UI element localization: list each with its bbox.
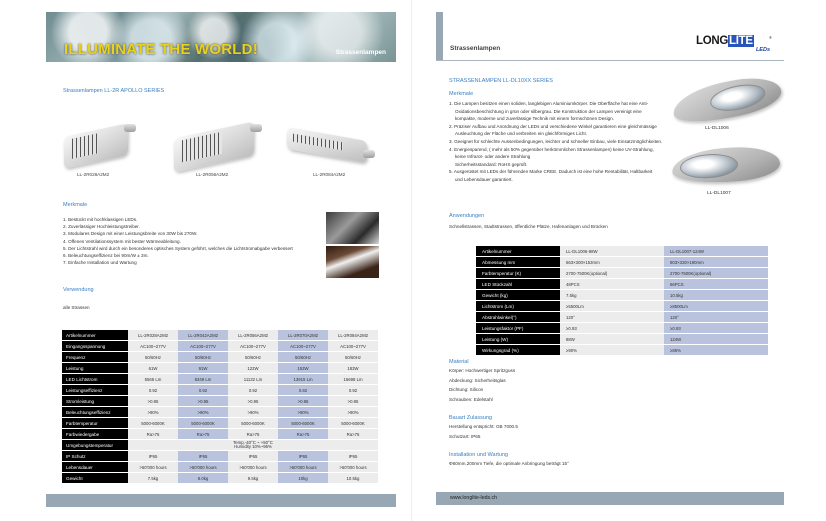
material-title: Material (449, 359, 469, 365)
cell-value: IP65 (328, 451, 378, 461)
row-label: LED Lichtstrom (62, 374, 128, 384)
cell-value: IP65 (178, 451, 228, 461)
cell-value: >90% (228, 407, 278, 417)
cell-value: >50'000 hours (278, 462, 328, 472)
table-row (476, 312, 768, 322)
feature-item: 1. Die Lampen besitzen einen soliden, langlebigen Aluminiumkörper. Die Oberfläche hat eine Anti- (449, 101, 649, 106)
header-accent (436, 12, 443, 60)
applications-title: Anwendungen (449, 213, 485, 219)
cell-value: 13915 Lm (278, 374, 328, 384)
cell-value: ≥90% (560, 345, 664, 355)
product-caption: LL-DL1007 (707, 191, 731, 196)
row-label: Leistungseffizienz (62, 385, 128, 395)
table-row (476, 246, 768, 256)
cell-value: ≥8500Lm (664, 301, 768, 311)
cell-value: >90% (328, 407, 378, 417)
cell-value: ≥0.93 (560, 323, 664, 333)
cell-value: 48PCS (560, 279, 664, 289)
series-title-right: STRASSENLAMPEN LL-DL10XX SERIES (449, 78, 553, 84)
table-row (62, 429, 378, 439)
cell-value: >90% (128, 407, 178, 417)
cell-value: 50/60Hz (128, 352, 178, 362)
logo-long: LONG (696, 35, 729, 47)
row-label: Abstrahlwinkel(°) (476, 312, 560, 322)
applications-text: Schnellstrassen, Stadtstrassen, öffentliche Plätze, Hafenanlagen und Brücken (449, 224, 608, 229)
banner-image (46, 12, 396, 62)
installation-text: Φ60mm,200mm Tiefe, die optimale Anbringung beträgt 15° (449, 461, 569, 466)
cell-value: 7.5kg (128, 473, 178, 483)
cell-value: 50/60Hz (278, 352, 328, 362)
product-image-ll-2r028 (62, 118, 142, 168)
table-row (62, 407, 378, 417)
cell-value: 9.5kg (228, 473, 278, 483)
cell-value: >0.95 (228, 396, 278, 406)
cell-value: ≥0.93 (664, 323, 768, 333)
logo-subtext: LEDs (755, 47, 770, 53)
cell-value: 5000-6000K (228, 418, 278, 428)
cell-value: 803×330×190mm (664, 257, 768, 267)
spec-table-right (476, 245, 768, 356)
model-header: LL-2R042A2M2 (178, 330, 228, 340)
cell-value: 183W (328, 363, 378, 373)
certification-line: Herstellung entspricht: GB 7000.5 (449, 424, 518, 429)
website-link[interactable]: www.longlite-leds.ch (450, 495, 497, 501)
feature-item: 3. Geeignet für schlechte Aussenbedingungen, leichter und schneller Einbau, viele Einsatzmöglichkeiten. (449, 138, 663, 144)
feature-item: 4. Energiesparend, ( mehr als 50% gegenüber herkömmlichen Strassenlampen) keine UV-Strahlung, (449, 146, 654, 152)
cell-value: >0.95 (328, 396, 378, 406)
cell-value: 663×300×153mm (560, 257, 664, 267)
spec-rows (62, 341, 378, 439)
cell-value: 50/60Hz (228, 352, 278, 362)
row-label: Wirkungsgrad (%) (476, 345, 560, 355)
model-header: LL-DL1006-88W (560, 246, 664, 256)
table-row (476, 279, 768, 289)
product-image-ll-2r056 (172, 118, 262, 168)
row-label: Lebensdauer (62, 462, 128, 472)
series-title-left: Strassenlampen LL-2R APOLLO SERIES (63, 88, 165, 94)
feature-item: 2. Präziser Aufbau und Anordnung der LEDs und verschiedene Winkel garantieren eine gleichmässige (449, 123, 657, 129)
cell-value: >0.95 (278, 396, 328, 406)
row-label: Lichtstrom (Lm) (476, 301, 560, 311)
certification-section (449, 415, 518, 441)
row-label: LED Stückzahl (476, 279, 560, 289)
spec-rows (62, 451, 378, 483)
table-row (62, 341, 378, 351)
cell-value: 0.92 (228, 385, 278, 395)
cell-value: 91W (178, 363, 228, 373)
table-row (62, 440, 378, 450)
row-label: Farbtemperatur (62, 418, 128, 428)
cell-value: AC100~277V (178, 341, 228, 351)
installation-title: Installation und Wartung (449, 452, 509, 458)
cell-value: 7.5kg (560, 290, 664, 300)
cell-value: 88W (560, 334, 664, 344)
cell-value: Ra>75 (328, 429, 378, 439)
features-list-left (63, 216, 323, 266)
table-row (476, 323, 768, 333)
model-header: LL-2R070A2M2 (278, 330, 328, 340)
feature-item: Oxidationsbeschichtung in grün oder silbergrau. Die Konstruktion der Lampen vereinigt eine (455, 108, 642, 114)
footer-bar-right (436, 492, 784, 505)
row-label: Frequenz (62, 352, 128, 362)
row-label: Eingangsspannung (62, 341, 128, 351)
cell-value: >50'000 hours (228, 462, 278, 472)
cell-value: 5000-6000K (128, 418, 178, 428)
cell-value: 10.5kg (328, 473, 378, 483)
product-caption: LL-DL1006 (705, 126, 729, 131)
cell-value: AC100~277V (328, 341, 378, 351)
model-header: LL-2R084A2M2 (328, 330, 378, 340)
cell-value: IP65 (228, 451, 278, 461)
product-caption: LL-2R028A2M2 (77, 172, 110, 177)
footer-bar-left (46, 494, 396, 507)
cell-value: 5000-6000K (328, 418, 378, 428)
cell-value: >50'000 hours (178, 462, 228, 472)
table-row (476, 301, 768, 311)
table-row (62, 374, 378, 384)
certification-title: Bauart Zulassung (449, 415, 493, 421)
detail-photo-open (326, 246, 379, 278)
detail-photos (326, 212, 379, 280)
cell-value: 120° (664, 312, 768, 322)
row-label: IP Schutz (62, 451, 128, 461)
table-row (62, 352, 378, 362)
cell-value: AC100~277V (228, 341, 278, 351)
cell-value: Ra>75 (278, 429, 328, 439)
cell-value: Ra>75 (178, 429, 228, 439)
material-section (449, 359, 515, 404)
row-label: Artikelnummer (62, 330, 128, 340)
cell-value: 10kg (278, 473, 328, 483)
product-caption: LL-2R056A2M2 (196, 172, 229, 177)
feature-item: Ausleuchtung der Fläche und verbreiten ein gleichförmiges Licht. (455, 131, 588, 137)
feature-item: 3. Modulares Design mit einer Leistungsbreite von 30W bis 270W. (63, 231, 198, 237)
table-row (476, 268, 768, 278)
cell-value: 153W (278, 363, 328, 373)
table-row (62, 451, 378, 461)
model-header: LL-DL1007-124W (664, 246, 768, 256)
logo-text (696, 35, 754, 47)
material-line: Körper: Hochwertiger Spritzguss (449, 368, 516, 373)
row-label: Farbtemperatur (K) (476, 268, 560, 278)
cell-value: 0.92 (178, 385, 228, 395)
logo-lite: LITE (729, 35, 753, 47)
feature-item: 6. Beleuchtungseffizienz bei 90m/W ± 3m. (63, 253, 149, 259)
model-header: LL-2R028A2M2 (128, 330, 178, 340)
features-title-right: Merkmale (449, 91, 474, 97)
feature-item: und Lebensdauer garantiert. (455, 176, 513, 182)
product-image-ll-2r084 (285, 124, 375, 168)
cell-value: 0.92 (328, 385, 378, 395)
material-line: Abdeckung: Sicherheitsglas (449, 377, 506, 383)
cell-value: 5000-6000K (278, 418, 328, 428)
cell-value: Ra>75 (228, 429, 278, 439)
model-header: LL-2R056A2M2 (228, 330, 278, 340)
feature-item: kompakte, moderne und zuverlässige Technik mit einem formschönen Design. (455, 116, 614, 122)
ambient-humidity: Humidity 10%~95% (234, 444, 272, 449)
cell-value: IP65 (278, 451, 328, 461)
cell-value: >50'000 hours (328, 462, 378, 472)
row-label: Gewicht (kg) (476, 290, 560, 300)
feature-item: 4. Offenes Ventilationssystem mit bester Wärmeableitung. (63, 238, 181, 244)
material-line: Dichtung: Silicon (449, 387, 484, 392)
cell-value: AC100~277V (128, 341, 178, 351)
feature-item: 2. Zuverlässiger Hochleistungstreiber. (63, 224, 140, 230)
cell-value: 2700-7500K(optional) (664, 268, 768, 278)
feature-item: keine Infrarot- oder andere Strahlung (455, 154, 531, 160)
row-label: Stromleistung (62, 396, 128, 406)
feature-item: Sicherheitsstandard: RoHS geprüft. (455, 161, 528, 167)
table-row (62, 396, 378, 406)
table-row (476, 257, 768, 267)
feature-item: 5. Ausgerüstet mit LEDs der führenden Marke CREE. Dadurch ist eine hohe Rentabilität, Haltbarkeit (449, 169, 653, 175)
table-row (476, 345, 768, 355)
row-label: Farbwiedergabe (62, 429, 128, 439)
cell-value: 50/60Hz (178, 352, 228, 362)
cell-value: 10.5kg (664, 290, 768, 300)
row-label: Abmessung mm (476, 257, 560, 267)
cell-value: >90% (178, 407, 228, 417)
cell-value: >90% (278, 407, 328, 417)
ambient-temp: Temp.-40°C ~ +50°C (233, 439, 273, 445)
cell-value: IP65 (128, 451, 178, 461)
cell-value: >50'000 hours (128, 462, 178, 472)
table-row (62, 418, 378, 428)
cell-value: 2700-7500K(optional) (560, 268, 664, 278)
material-line: Schrauben: Edelstahl (449, 396, 493, 402)
row-label: Beleuchtungseffizienz (62, 407, 128, 417)
banner-title: ILLUMINATE THE WORLD! (64, 41, 258, 58)
cell-value: 124W (664, 334, 768, 344)
row-label: Artikelnummer (476, 246, 560, 256)
cell-value: 8349 Lm (178, 374, 228, 384)
features-title-left: Merkmale (63, 202, 88, 208)
cell-value: 120° (560, 312, 664, 322)
cell-value: ≥5500Lm (560, 301, 664, 311)
spec-rows (476, 257, 768, 355)
page-title: Strassenlampen (450, 45, 501, 52)
usage-title: Verwendung (63, 287, 94, 293)
table-row (62, 330, 378, 340)
product-caption: LL-2R084A2M2 (313, 172, 346, 177)
table-row (62, 462, 378, 472)
row-label: Umgebungstemperatur (62, 440, 128, 450)
detail-photo-mount (326, 212, 379, 244)
cell-value: 8.0kg (178, 473, 228, 483)
features-list-right (449, 100, 667, 184)
cell-value: 61W (128, 363, 178, 373)
cell-value: 11132 Lm (228, 374, 278, 384)
registered-mark: ® (769, 35, 772, 40)
row-label: Leistung (W) (476, 334, 560, 344)
ambient-value (128, 440, 378, 450)
cell-value: 5000-6000K (178, 418, 228, 428)
certification-line: Schutzart: IP65 (449, 433, 481, 439)
installation-section (449, 452, 569, 467)
table-row (62, 385, 378, 395)
spec-table-left (62, 329, 378, 484)
page-header-right (436, 12, 784, 61)
cell-value: 0.92 (128, 385, 178, 395)
cell-value: 16698 Lm (328, 374, 378, 384)
table-row (62, 363, 378, 373)
row-label: Leistungsfaktor (PF) (476, 323, 560, 333)
cell-value: 5566 Lm (128, 374, 178, 384)
cell-value: 122W (228, 363, 278, 373)
cell-value: AC100~277V (278, 341, 328, 351)
cell-value: Ra>75 (128, 429, 178, 439)
cell-value: >0.95 (128, 396, 178, 406)
banner-subtitle: Strassenlampen (335, 49, 386, 56)
table-row (476, 290, 768, 300)
longlite-logo (696, 35, 776, 57)
row-label: Gewicht (62, 473, 128, 483)
table-row (476, 334, 768, 344)
feature-item: 7. Einfache Installation und Wartung (63, 260, 137, 266)
cell-value: >0.95 (178, 396, 228, 406)
feature-item: 5. Der Lichtstrahl wird durch ein besonderes optisches System geführt, welches die Lichtstromabgabe verbessert (63, 245, 293, 251)
row-label: Leistung (62, 363, 128, 373)
cell-value: 50/60Hz (328, 352, 378, 362)
feature-item: 1. Bestückt mit hochklassigen LEDs. (63, 217, 138, 222)
usage-text: alle Strassen (63, 305, 90, 310)
table-row (62, 473, 378, 483)
cell-value: ≥85% (664, 345, 768, 355)
cell-value: 66PCS (664, 279, 768, 289)
cell-value: 0.92 (278, 385, 328, 395)
